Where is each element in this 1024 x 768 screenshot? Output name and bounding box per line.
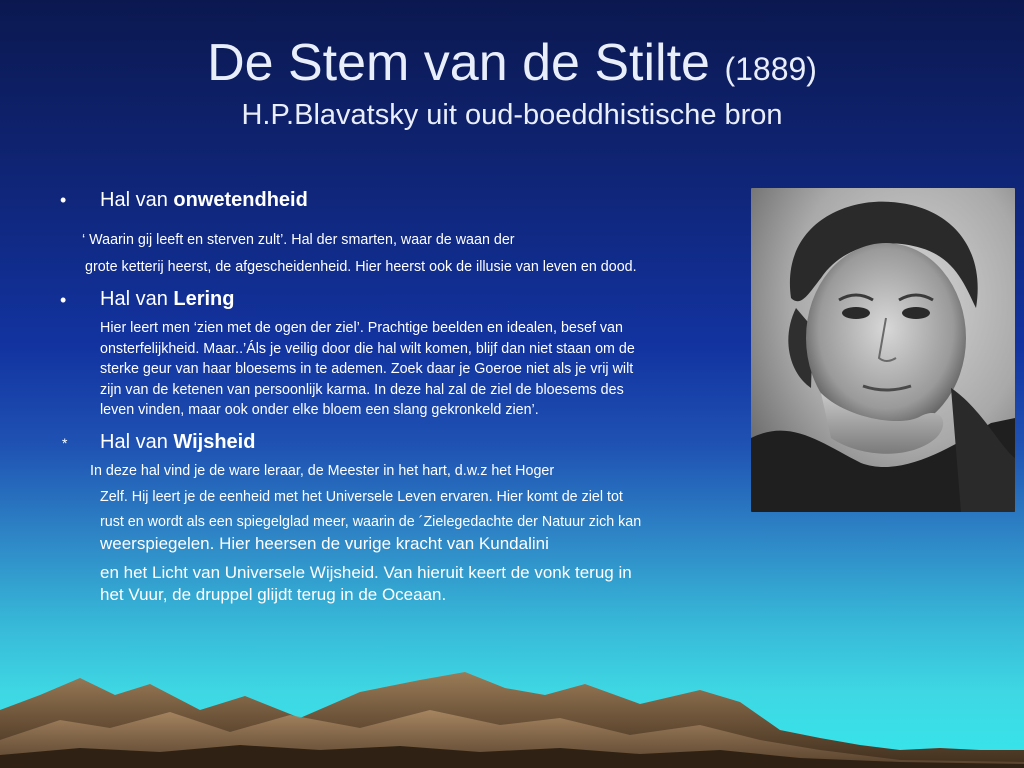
hall2-line-2: onsterfelijkheid. Maar..’Áls je veilig door die hal wilt komen, blijf dan niet staan om de: [100, 341, 635, 357]
hall2-line-5: leven vinden, maar ook onder elke bloem een slang gekronkeld zien’.: [100, 402, 539, 418]
hall-heading-prefix: Hal van: [100, 431, 174, 453]
hall-heading-bold: onwetendheid: [173, 189, 308, 211]
hall2-line-3: sterke geur van haar bloesems in te ademen. Zoek daar je Goeroe niet als je vrij wilt: [100, 361, 634, 377]
hall-heading-bold: Wijsheid: [173, 431, 256, 453]
hall-heading-prefix: Hal van: [100, 288, 174, 310]
hall-heading-lering: [100, 288, 235, 311]
title-text: De Stem van de Stilte: [207, 34, 710, 92]
hall-heading-prefix: Hal van: [100, 189, 174, 211]
hall2-line-1: Hier leert men ‘zien met de ogen der ziel’. Prachtige beelden en idealen, besef van: [100, 320, 623, 336]
title-year: (1889): [724, 51, 817, 87]
portrait-svg: [751, 188, 1015, 512]
portrait-photo: [751, 188, 1015, 512]
bullet-3: *: [62, 435, 68, 451]
slide-subtitle: H.P.Blavatsky uit oud-boeddhistische bron: [241, 99, 783, 131]
hall-heading-onwetendheid: [100, 189, 308, 212]
hall3-line-6: het Vuur, de druppel glijdt terug in de Oceaan.: [100, 585, 447, 604]
bullet-2: •: [60, 290, 67, 310]
hall1-line-1: ‘ Waarin gij leeft en sterven zult’. Hal der smarten, waar de waan der: [82, 232, 515, 248]
hall-heading-wijsheid: [100, 431, 255, 454]
mountain-landscape: [0, 600, 1024, 768]
hall3-line-1: In deze hal vind je de ware leraar, de Meester in het hart, d.w.z het Hoger: [90, 463, 555, 479]
hall3-line-3: rust en wordt als een spiegelglad meer, waarin de ´Zielegedachte der Natuur zich kan: [100, 514, 642, 530]
bullet-1: •: [60, 190, 67, 210]
hall1-line-2: grote ketterij heerst, de afgescheidenheid. Hier heerst ook de illusie van leven en dood.: [85, 259, 637, 275]
hall3-line-5: en het Licht van Universele Wijsheid. Van hieruit keert de vonk terug in: [100, 563, 632, 582]
hall3-line-4: weerspiegelen. Hier heersen de vurige kracht van Kundalini: [100, 534, 549, 553]
hall2-line-4: zijn van de ketenen van persoonlijk karma. In deze hal zal de ziel de bloesems des: [100, 382, 624, 398]
hall3-line-2: Zelf. Hij leert je de eenheid met het Universele Leven ervaren. Hier komt de ziel tot: [100, 489, 623, 505]
hall-heading-bold: Lering: [173, 288, 235, 310]
